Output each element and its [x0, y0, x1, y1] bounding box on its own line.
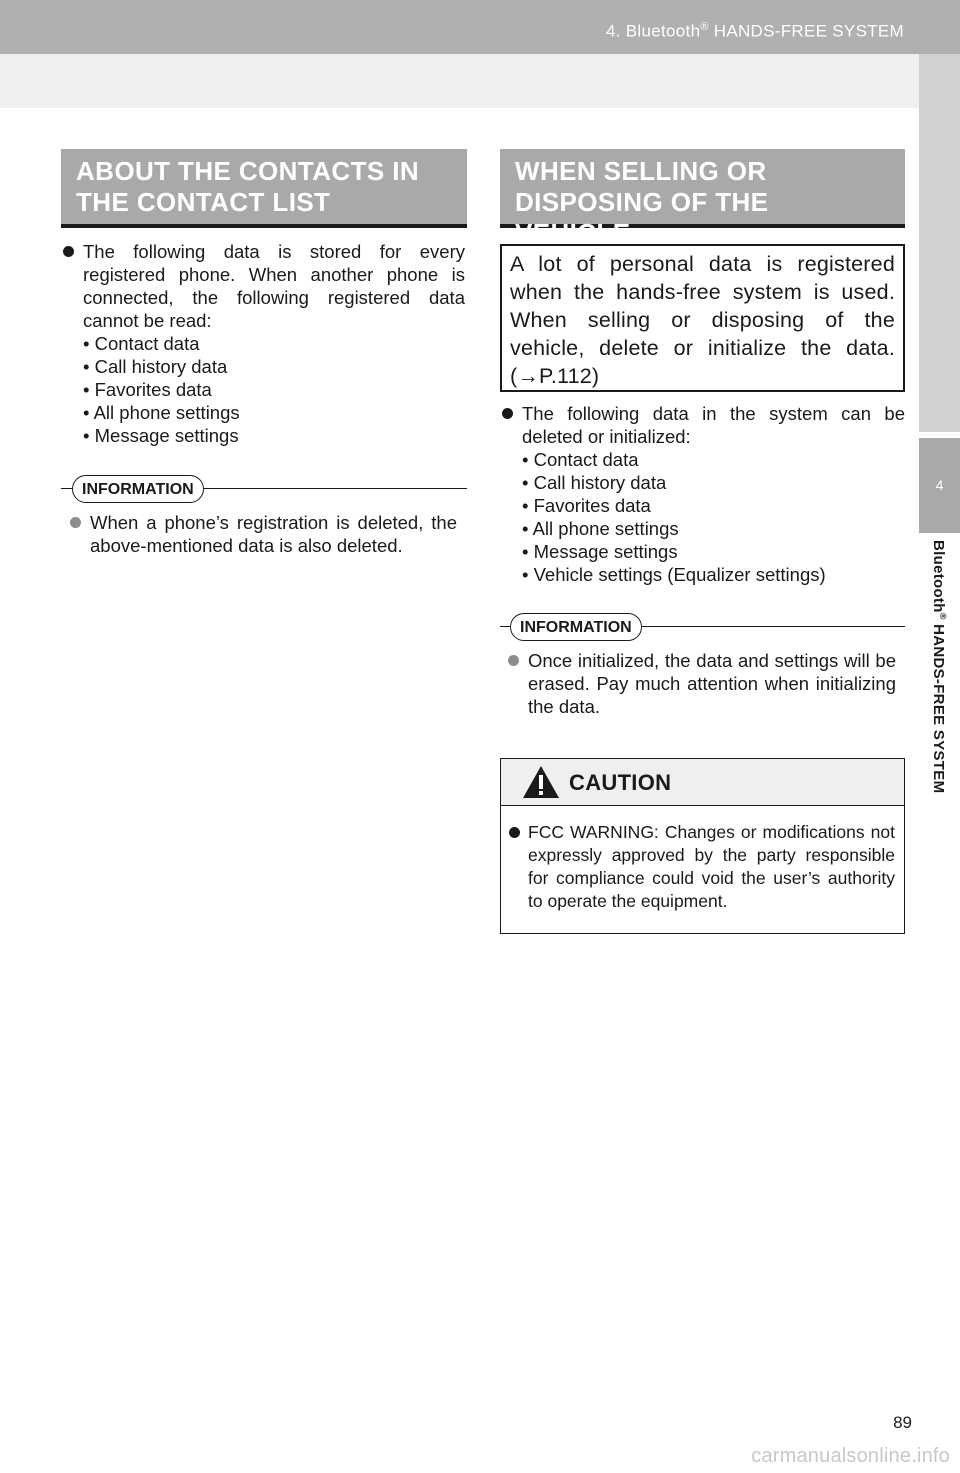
registered-mark: ® [938, 612, 948, 620]
heading-line: ABOUT THE CONTACTS IN [76, 156, 420, 186]
heading-selling-vehicle [500, 149, 905, 248]
section-header-prefix: 4. Bluetooth [605, 21, 701, 41]
chapter-label-prefix: Bluetooth [930, 540, 947, 613]
list-item: • Vehicle settings (Equalizer settings) [522, 564, 826, 585]
side-tab-bar [919, 54, 960, 432]
watermark: carmanualsonline.info [751, 1445, 950, 1467]
caution-box [500, 758, 905, 934]
list-item: • Favorites data [522, 495, 651, 516]
list-item: • Message settings [83, 425, 239, 446]
list-item: • Favorites data [83, 379, 212, 400]
personal-data-notice: A lot of personal data is registered when the hands-free system is used. When selling or disposing of the vehicle, delete or initialize the data. (→P.112) [500, 244, 905, 392]
chapter-label-suffix: HANDS-FREE SYSTEM [930, 619, 947, 794]
list-item: • Message settings [522, 541, 678, 562]
caution-header [501, 759, 904, 806]
stored-data-list [61, 240, 465, 447]
list-item: • All phone settings [522, 518, 679, 539]
section-header [606, 21, 904, 42]
bullet-paragraph: The following data in the system can be deleted or initialized: [500, 402, 905, 448]
list-item: • All phone settings [83, 402, 240, 423]
heading-about-contacts [61, 149, 467, 228]
chapter-label [919, 540, 960, 880]
information-note: Once initialized, the data and settings will be erased. Pay much attention when initializing the data. [508, 649, 896, 718]
caution-text: FCC WARNING: Changes or modifications not expressly approved by the party responsible for compliance could void the user’s authority to operate the equipment. [506, 821, 895, 913]
heading-line: THE CONTACT LIST [76, 187, 331, 217]
list-item: • Contact data [522, 449, 639, 470]
heading-line: DISPOSING OF THE VEHICLE [515, 187, 769, 248]
list-item: • Contact data [83, 333, 200, 354]
warning-triangle-icon [521, 764, 561, 800]
registered-mark: ® [700, 21, 709, 33]
information-badge: INFORMATION [510, 613, 642, 641]
section-header-suffix: HANDS-FREE SYSTEM [708, 21, 904, 41]
list-item: • Call history data [522, 472, 667, 493]
bullet-paragraph: The following data is stored for every registered phone. When another phone is connected, the following registered data cannot be read: [61, 240, 465, 332]
caution-title: CAUTION [569, 770, 672, 795]
deletable-data-list [500, 402, 905, 586]
information-note: When a phone’s registration is deleted, the above-mentioned data is also deleted. [70, 511, 457, 557]
page-number: 89 [893, 1413, 912, 1432]
information-badge: INFORMATION [72, 475, 204, 503]
chapter-number-tab[interactable]: 4 [919, 438, 960, 533]
heading-line: WHEN SELLING OR [515, 156, 767, 186]
list-item: • Call history data [83, 356, 228, 377]
